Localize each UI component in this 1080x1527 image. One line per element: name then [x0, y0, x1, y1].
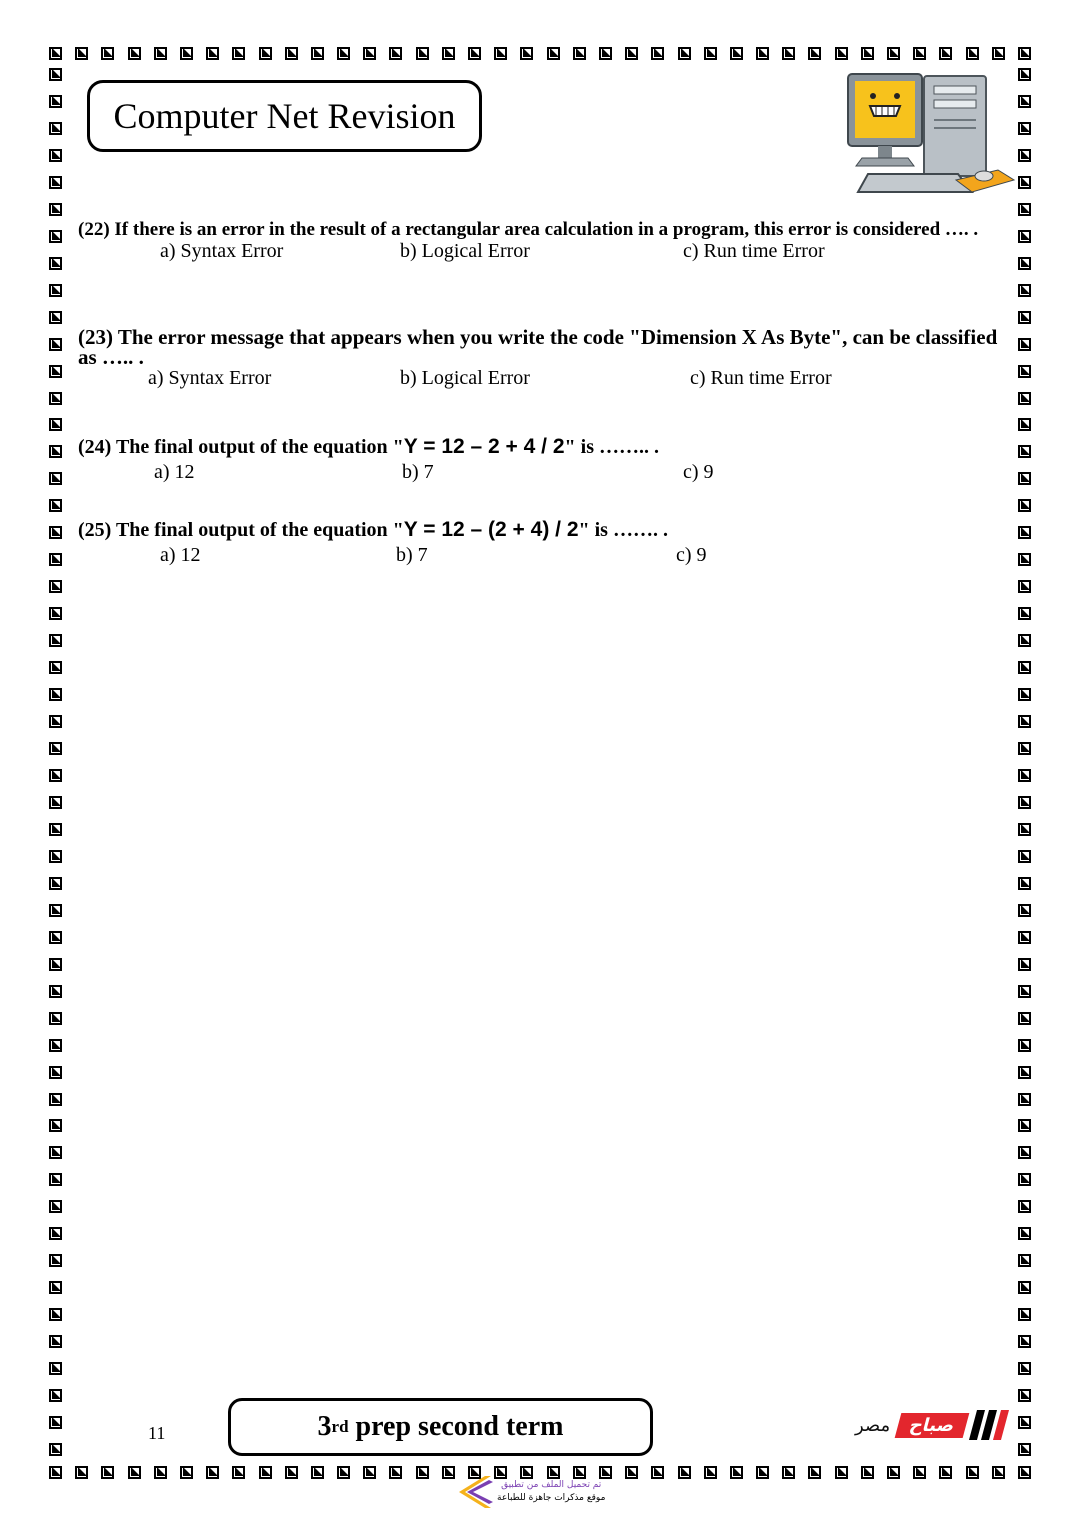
question-23-option-c: c) Run time Error: [690, 367, 832, 389]
border-square: [1018, 1254, 1031, 1267]
question-22-option-c: c) Run time Error: [683, 240, 825, 262]
border-square: [625, 47, 638, 60]
border-square: [101, 1466, 114, 1479]
border-square: [49, 122, 62, 135]
border-square: [232, 47, 245, 60]
border-square: [468, 47, 481, 60]
border-square: [49, 1012, 62, 1025]
border-square: [1018, 1362, 1031, 1375]
border-square: [1018, 1443, 1031, 1456]
border-square: [49, 1389, 62, 1402]
border-square: [49, 338, 62, 351]
border-square: [1018, 149, 1031, 162]
border-square: [1018, 607, 1031, 620]
border-square: [966, 47, 979, 60]
border-square: [49, 985, 62, 998]
border-square: [1018, 499, 1031, 512]
border-square: [49, 1443, 62, 1456]
border-square: [49, 580, 62, 593]
question-25-option-c: c) 9: [676, 544, 707, 566]
question-24-option-b: b) 7: [402, 461, 434, 483]
border-square: [49, 1039, 62, 1052]
border-square: [1018, 257, 1031, 270]
border-square: [49, 365, 62, 378]
border-square: [1018, 365, 1031, 378]
border-square: [49, 715, 62, 728]
logo-badge-sabah: صباح: [895, 1413, 970, 1438]
border-square: [651, 1466, 664, 1479]
border-square: [337, 1466, 350, 1479]
border-square: [49, 1466, 62, 1479]
border-square: [1018, 1173, 1031, 1186]
border-square: [363, 1466, 376, 1479]
border-square: [520, 47, 533, 60]
border-square: [730, 1466, 743, 1479]
border-square: [49, 904, 62, 917]
question-25-stem-suffix: " is ……. .: [578, 519, 668, 541]
border-square: [49, 1093, 62, 1106]
border-square: [835, 47, 848, 60]
question-24-stem: [78, 437, 998, 457]
question-23-option-a: a) Syntax Error: [148, 367, 272, 389]
border-square: [1018, 230, 1031, 243]
border-square: [808, 1466, 821, 1479]
question-23-options: [78, 367, 998, 391]
border-square: [49, 149, 62, 162]
border-square: [75, 1466, 88, 1479]
title-box: [87, 80, 482, 152]
border-square: [625, 1466, 638, 1479]
border-square: [1018, 1093, 1031, 1106]
border-square: [49, 257, 62, 270]
border-square: [49, 526, 62, 539]
border-square: [1018, 1066, 1031, 1079]
question-24-option-a: a) 12: [154, 461, 195, 483]
border-square: [49, 68, 62, 81]
border-square: [389, 47, 402, 60]
border-square: [49, 1066, 62, 1079]
border-square: [128, 47, 141, 60]
border-square: [49, 47, 62, 60]
border-square: [180, 47, 193, 60]
border-square: [1018, 985, 1031, 998]
border-square: [49, 1362, 62, 1375]
border-square: [49, 311, 62, 324]
border-square: [939, 47, 952, 60]
border-square: [835, 1466, 848, 1479]
border-square: [1018, 877, 1031, 890]
border-square: [285, 47, 298, 60]
border-square: [547, 47, 560, 60]
border-square: [887, 1466, 900, 1479]
question-24-stem-prefix: (24) The final output of the equation ": [78, 436, 404, 458]
border-square: [49, 1254, 62, 1267]
border-square: [49, 472, 62, 485]
watermark-line-1: تم تحميل الملف من تطبيق: [501, 1480, 602, 1490]
border-square: [75, 47, 88, 60]
border-square: [49, 230, 62, 243]
border-square: [861, 1466, 874, 1479]
border-square: [128, 1466, 141, 1479]
border-square: [49, 176, 62, 189]
border-square: [678, 1466, 691, 1479]
border-square: [1018, 418, 1031, 431]
border-square: [49, 1200, 62, 1213]
border-square: [1018, 1335, 1031, 1348]
border-square: [756, 47, 769, 60]
footer-term: prep second term: [355, 1411, 564, 1442]
border-square: [1018, 1389, 1031, 1402]
border-square: [1018, 931, 1031, 944]
question-23: [78, 327, 998, 391]
border-square: [1018, 1308, 1031, 1321]
page-title: Computer Net Revision: [113, 96, 456, 136]
border-square: [599, 47, 612, 60]
border-square: [1018, 47, 1031, 60]
border-square: [232, 1466, 245, 1479]
border-square: [651, 47, 664, 60]
border-square: [1018, 823, 1031, 836]
border-square: [442, 47, 455, 60]
border-square: [49, 769, 62, 782]
border-square: [49, 823, 62, 836]
border-square: [913, 47, 926, 60]
border-square: [992, 1466, 1005, 1479]
border-square: [49, 203, 62, 216]
border-square: [311, 1466, 324, 1479]
border-square: [782, 47, 795, 60]
border-square: [1018, 68, 1031, 81]
question-24-equation: Y = 12 – 2 + 4 / 2: [403, 435, 565, 458]
question-22-options: [78, 240, 998, 264]
border-square: [1018, 688, 1031, 701]
border-square: [704, 1466, 717, 1479]
sabah-masr-logo: [855, 1405, 1009, 1445]
border-square: [1018, 553, 1031, 566]
border-square: [49, 634, 62, 647]
border-square: [808, 47, 821, 60]
border-square: [49, 1416, 62, 1429]
border-square: [1018, 1039, 1031, 1052]
question-24-options: [78, 461, 998, 485]
border-square: [154, 47, 167, 60]
border-square: [101, 47, 114, 60]
border-square: [1018, 715, 1031, 728]
question-25-equation: Y = 12 – (2 + 4) / 2: [403, 518, 579, 541]
border-square: [966, 1466, 979, 1479]
question-22: [78, 220, 998, 264]
border-square: [49, 1146, 62, 1159]
border-square: [1018, 796, 1031, 809]
border-square: [1018, 284, 1031, 297]
border-square: [49, 1227, 62, 1240]
border-square: [1018, 1119, 1031, 1132]
question-22-option-a: a) Syntax Error: [160, 240, 284, 262]
border-square: [49, 931, 62, 944]
border-square: [1018, 1146, 1031, 1159]
border-square: [49, 392, 62, 405]
border-square: [1018, 176, 1031, 189]
border-square: [573, 47, 586, 60]
watermark-text: [497, 1479, 605, 1505]
footer-grade: 3: [317, 1411, 332, 1442]
question-25-option-b: b) 7: [396, 544, 428, 566]
border-square: [206, 1466, 219, 1479]
border-square: [49, 958, 62, 971]
border-square: [1018, 904, 1031, 917]
border-square: [259, 47, 272, 60]
border-square: [887, 47, 900, 60]
watermark-line-2: موقع مذكرات جاهزة للطباعة: [497, 1493, 606, 1503]
border-square: [1018, 311, 1031, 324]
border-square: [1018, 338, 1031, 351]
border-square: [1018, 203, 1031, 216]
border-square: [206, 47, 219, 60]
border-square: [49, 661, 62, 674]
border-square: [782, 1466, 795, 1479]
logo-word-masr: مصر: [855, 1414, 891, 1436]
border-square: [1018, 661, 1031, 674]
border-square: [416, 1466, 429, 1479]
question-25-stem-prefix: (25) The final output of the equation ": [78, 519, 404, 541]
border-square: [442, 1466, 455, 1479]
footer-title-box: [228, 1398, 653, 1456]
border-square: [49, 877, 62, 890]
border-square: [154, 1466, 167, 1479]
border-square: [1018, 472, 1031, 485]
question-25-stem: [78, 520, 998, 540]
border-square: [494, 47, 507, 60]
border-square: [363, 47, 376, 60]
border-square: [678, 47, 691, 60]
border-square: [311, 47, 324, 60]
border-square: [704, 47, 717, 60]
border-square: [1018, 1012, 1031, 1025]
border-square: [1018, 742, 1031, 755]
border-square: [49, 1173, 62, 1186]
footer-grade-suffix: rd: [331, 1417, 349, 1436]
border-square: [1018, 1466, 1031, 1479]
watermark-chevron-icon: [455, 1472, 495, 1512]
border-square: [1018, 526, 1031, 539]
border-square: [756, 1466, 769, 1479]
question-24-stem-suffix: " is …….. .: [564, 436, 659, 458]
border-square: [285, 1466, 298, 1479]
border-square: [49, 95, 62, 108]
question-25-option-a: a) 12: [160, 544, 201, 566]
border-square: [49, 850, 62, 863]
question-25-options: [78, 544, 998, 568]
app-watermark: [455, 1470, 605, 1514]
border-square: [939, 1466, 952, 1479]
border-square: [49, 284, 62, 297]
border-square: [49, 418, 62, 431]
question-23-stem: (23) The error message that appears when you write the code "Dimension X As Byte", can be classified as ….. .: [78, 325, 998, 369]
border-square: [1018, 1227, 1031, 1240]
border-square: [1018, 392, 1031, 405]
border-square: [180, 1466, 193, 1479]
border-square: [861, 47, 874, 60]
question-23-option-b: b) Logical Error: [400, 367, 530, 389]
border-square: [49, 1335, 62, 1348]
border-square: [1018, 95, 1031, 108]
border-square: [1018, 580, 1031, 593]
border-square: [49, 553, 62, 566]
border-square: [1018, 1200, 1031, 1213]
border-square: [49, 607, 62, 620]
border-square: [389, 1466, 402, 1479]
border-square: [49, 796, 62, 809]
border-square: [49, 742, 62, 755]
border-square: [1018, 634, 1031, 647]
border-square: [1018, 122, 1031, 135]
question-24-option-c: c) 9: [683, 461, 714, 483]
border-square: [1018, 958, 1031, 971]
computer-illustration: [838, 70, 1016, 202]
border-square: [1018, 1281, 1031, 1294]
border-square: [1018, 769, 1031, 782]
border-square: [730, 47, 743, 60]
border-square: [259, 1466, 272, 1479]
question-24: [78, 437, 998, 485]
border-square: [49, 1308, 62, 1321]
border-square: [992, 47, 1005, 60]
border-square: [49, 499, 62, 512]
border-square: [49, 1281, 62, 1294]
page-number: 11: [148, 1423, 166, 1443]
border-square: [913, 1466, 926, 1479]
border-square: [49, 1119, 62, 1132]
border-square: [337, 47, 350, 60]
border-square: [1018, 1416, 1031, 1429]
border-square: [1018, 445, 1031, 458]
question-25: [78, 520, 998, 568]
question-22-option-b: b) Logical Error: [400, 240, 530, 262]
border-square: [1018, 850, 1031, 863]
border-square: [416, 47, 429, 60]
border-square: [49, 688, 62, 701]
question-22-stem: (22) If there is an error in the result of a rectangular area calculation in a program, this error is considered …. .: [78, 219, 979, 240]
border-square: [49, 445, 62, 458]
